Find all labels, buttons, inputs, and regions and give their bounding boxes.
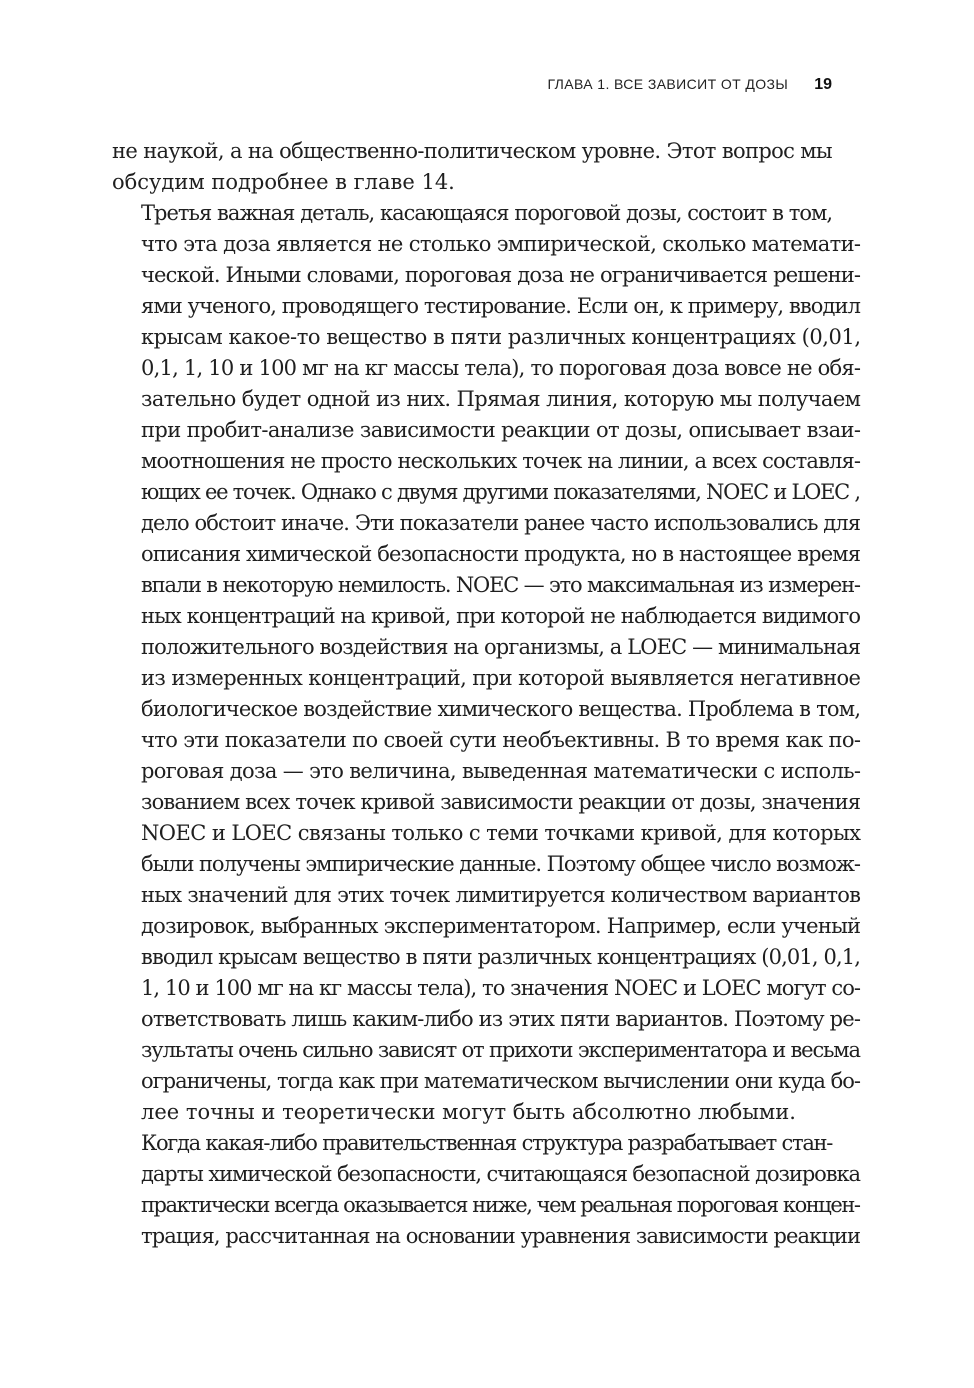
text-line: Третья важная деталь, касающаяся пороговой дозы, состоит в том,	[141, 201, 832, 225]
paragraph-1	[112, 136, 832, 198]
text-line: ограничены, тогда как при математическом вычислении они куда бо-	[141, 1069, 860, 1093]
text-line: крысам какое-то вещество в пяти различных концентрациях (0,01,	[141, 325, 861, 349]
text-line: трация, рассчитанная на основании уравнения зависимости реакции	[141, 1224, 861, 1248]
paragraph-3	[112, 1128, 861, 1252]
text-line: описания химической безопасности продукта, но в настоящее время	[141, 542, 861, 566]
text-line: были получены эмпирические данные. Поэтому общее число возмож-	[141, 852, 860, 876]
text-line: при пробит-анализе зависимости реакции от дозы, описывает взаи-	[141, 418, 861, 442]
text-line: из измеренных концентраций, при которой выявляется негативное	[141, 666, 861, 690]
text-line: моотношения не просто нескольких точек на линии, а всех составля-	[141, 449, 861, 473]
page-number: 19	[814, 76, 832, 93]
text-line: дозировок, выбранных экспериментатором. Например, если ученый	[141, 914, 861, 938]
text-line: 0,1, 1, 10 и 100 мг на кг массы тела), то пороговая доза вовсе не обя-	[141, 356, 861, 380]
text-line: зательно будет одной из них. Прямая линия, которую мы получаем	[141, 387, 861, 411]
text-line: Когда какая-либо правительственная структура разрабатывает стан-	[141, 1131, 832, 1155]
text-line: впали в некоторую немилость. NOEC — это максимальная из измерен-	[141, 573, 860, 597]
text-line: ями ученого, проводящего тестирование. Если он, к примеру, вводил	[141, 294, 861, 318]
chapter-title: ГЛАВА 1. ВСЕ ЗАВИСИТ ОТ ДОЗЫ	[547, 76, 789, 92]
text-line: ющих ее точек. Однако с двумя другими показателями, NOEC и LOEC ,	[141, 480, 860, 504]
paragraph-2	[112, 198, 861, 1128]
text-line: что эти показатели по своей сути необъективны. В то время как по-	[141, 728, 861, 752]
body-text	[112, 136, 861, 1252]
text-line: дело обстоит иначе. Эти показатели ранее часто использовались для	[141, 511, 861, 535]
text-line: обсудим подробнее в главе 14.	[112, 170, 455, 194]
text-line: лее точны и теоретически могут быть абсолютно любыми.	[141, 1100, 796, 1124]
text-line: ных значений для этих точек лимитируется количеством вариантов	[141, 883, 861, 907]
text-line: положительного воздействия на организмы, а LOEC — минимальная	[141, 635, 861, 659]
running-head	[112, 76, 832, 94]
text-line: дарты химической безопасности, считающаяся безопасной дозировка	[141, 1162, 860, 1186]
text-line: что эта доза является не столько эмпирической, сколько математи-	[141, 232, 861, 256]
text-line: зультаты очень сильно зависят от прихоти экспериментатора и весьма	[141, 1038, 860, 1062]
text-line: вводил крысам вещество в пяти различных концентрациях (0,01, 0,1,	[141, 945, 861, 969]
text-line: не наукой, а на общественно-политическом уровне. Этот вопрос мы	[112, 139, 832, 163]
text-line: 1, 10 и 100 мг на кг массы тела), то значения NOEC и LOEC могут со-	[141, 976, 861, 1000]
text-line: ных концентраций на кривой, при которой не наблюдается видимого	[141, 604, 861, 628]
text-line: NOEC и LOEC связаны только с теми точками кривой, для которых	[141, 821, 861, 845]
text-line: практически всегда оказывается ниже, чем реальная пороговая концен-	[141, 1193, 860, 1217]
text-line: биологическое воздействие химического вещества. Проблема в том,	[141, 697, 861, 721]
text-line: ческой. Иными словами, пороговая доза не ограничивается решени-	[141, 263, 861, 287]
text-line: ответствовать лишь каким-либо из этих пяти вариантов. Поэтому ре-	[141, 1007, 861, 1031]
text-line: роговая доза — это величина, выведенная математически с исполь-	[141, 759, 861, 783]
text-line: зованием всех точек кривой зависимости реакции от дозы, значения	[141, 790, 861, 814]
